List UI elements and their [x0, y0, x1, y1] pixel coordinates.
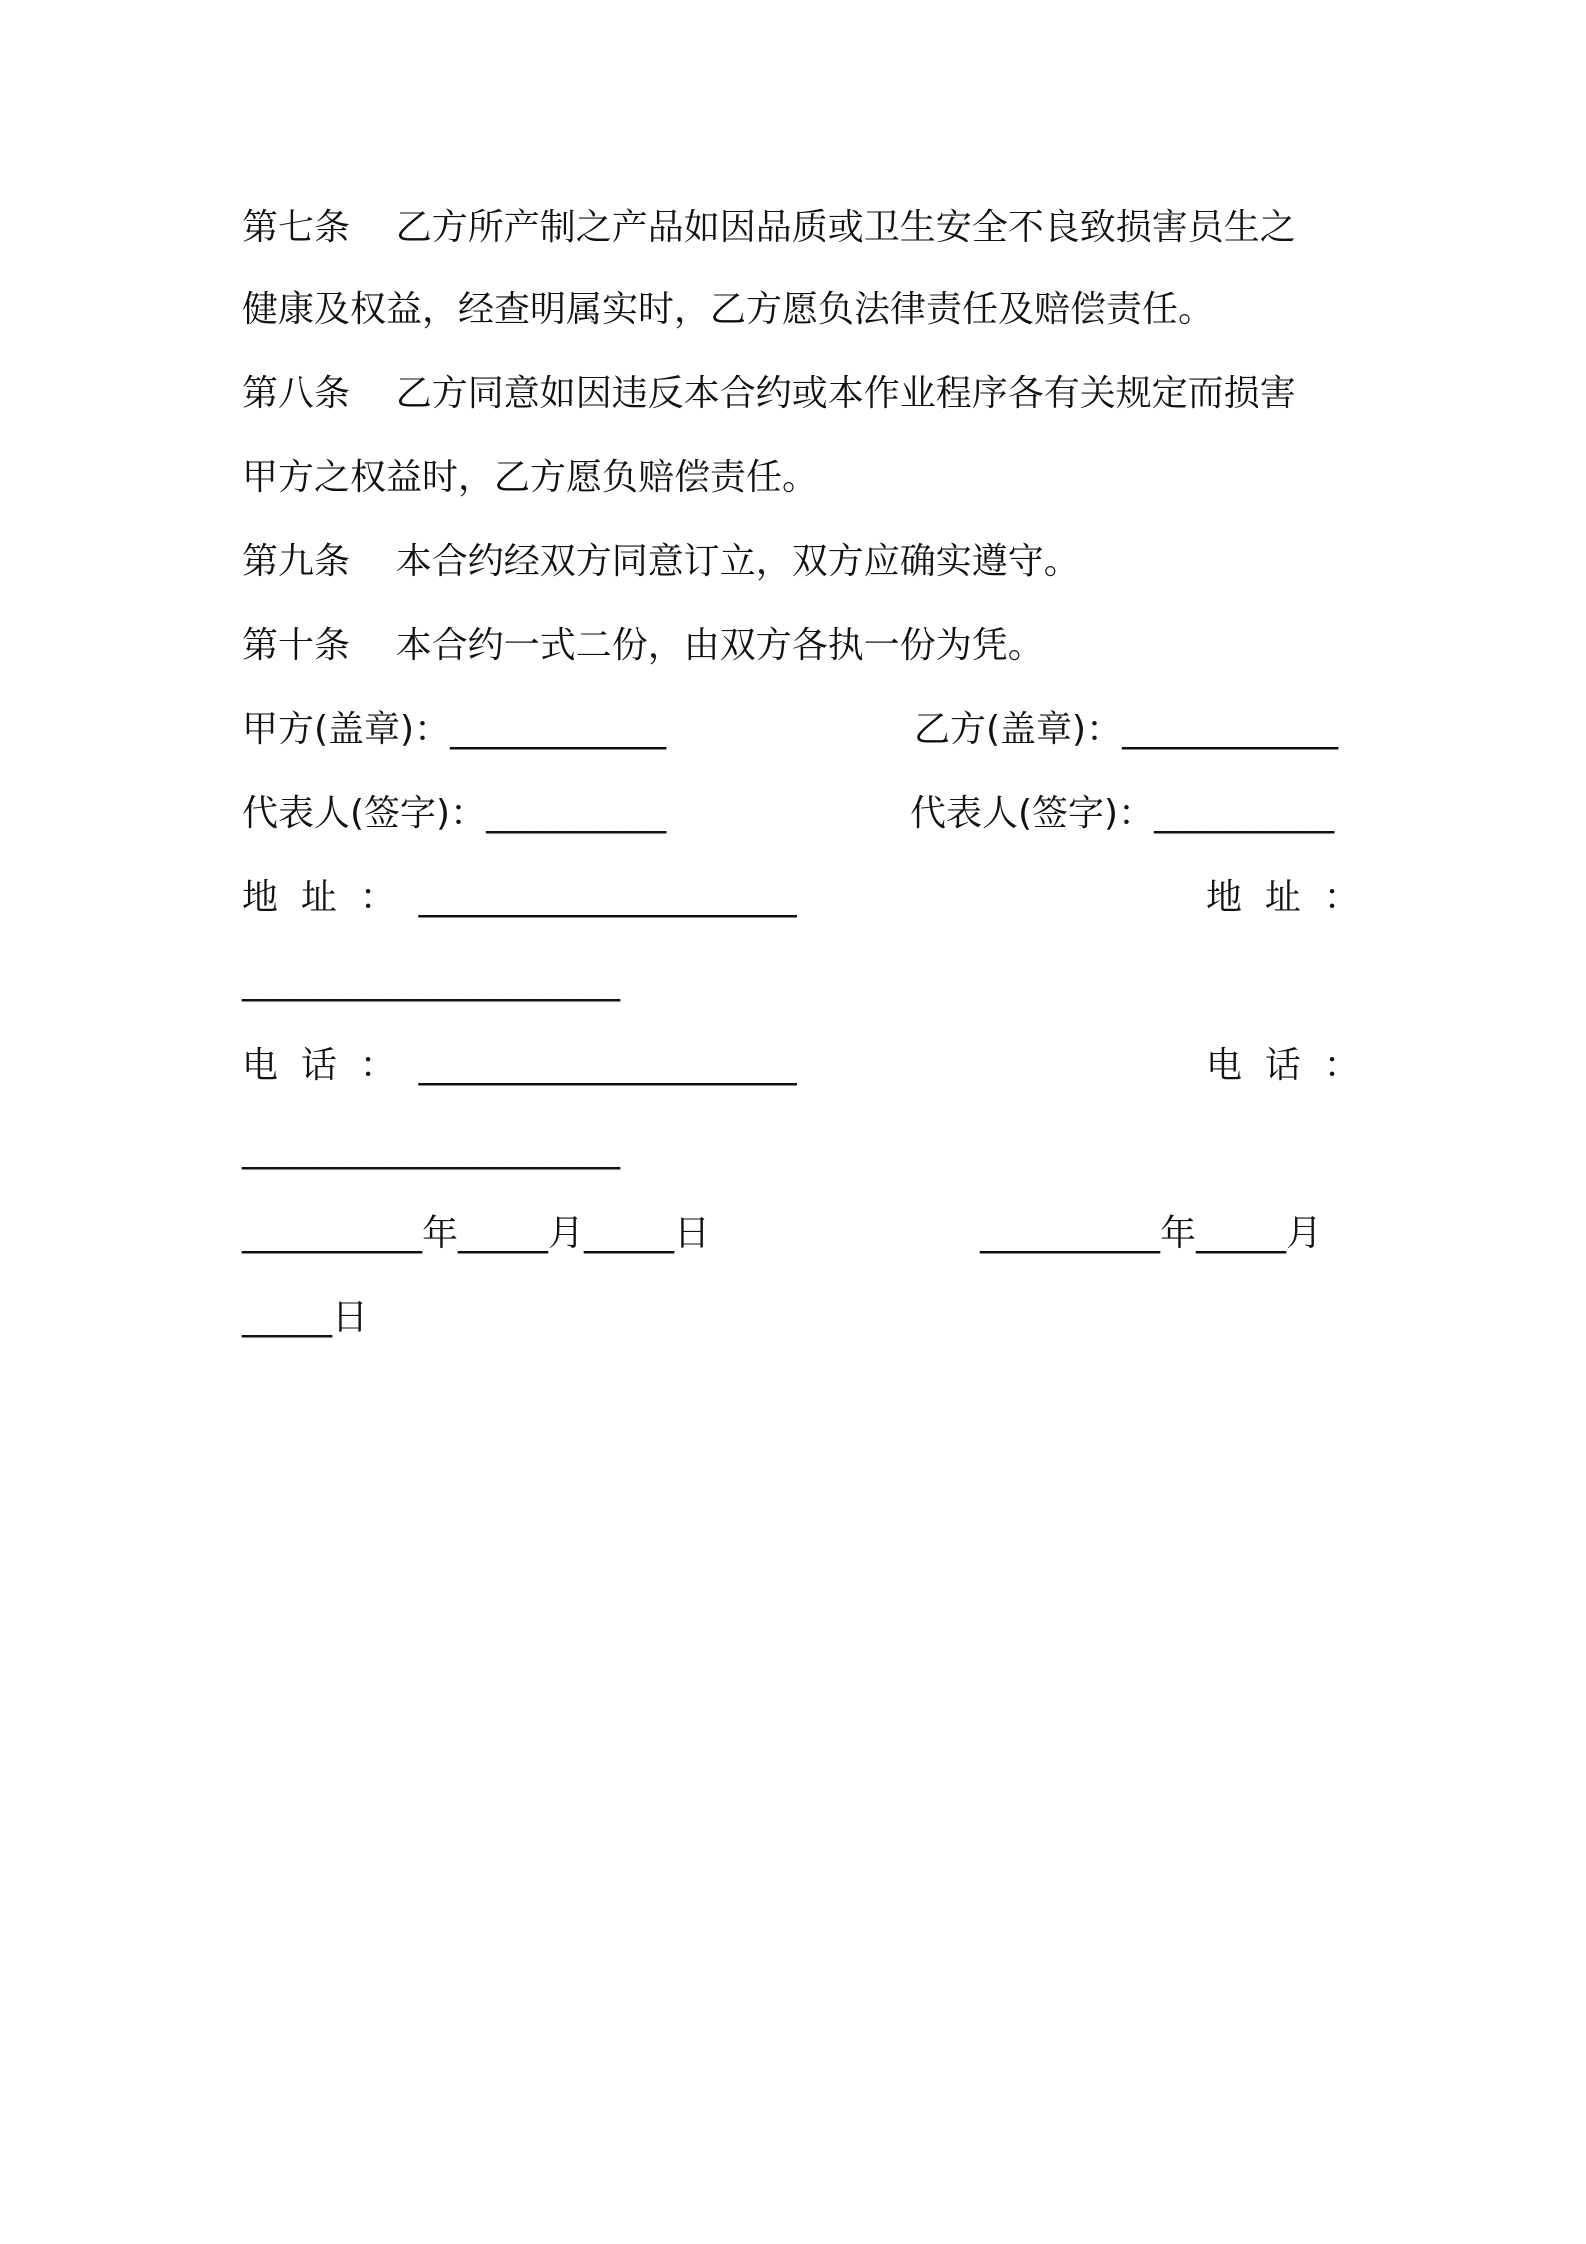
party-b-representative-field: 代表人(签字)：__________ [910, 793, 1335, 834]
article-7-line-2: 健康及权益，经查明属实时，乙方愿负法律责任及赔偿责任。 [242, 289, 1215, 330]
article-8-line-1: 第八条 乙方同意如因违反本合约或本作业程序各有关规定而损害 [242, 373, 1296, 414]
party-b-phone-blank: _____________________ [242, 1129, 620, 1170]
party-a-phone-field: 电 话 ： _____________________ [242, 1045, 797, 1086]
party-a-seal-field: 甲方(盖章)：____________ [242, 709, 667, 750]
party-b-date-day: _____日 [242, 1297, 369, 1338]
article-7-line-1: 第七条 乙方所产制之产品如因品质或卫生安全不良致损害员生之 [242, 207, 1296, 248]
article-9: 第九条 本合约经双方同意订立，双方应确实遵守。 [242, 541, 1080, 582]
party-b-address-label: 地 址 ： [1206, 877, 1360, 918]
party-b-date-field: __________年_____月 [980, 1213, 1322, 1254]
party-a-representative-field: 代表人(签字)：__________ [242, 793, 667, 834]
party-b-seal-field: 乙方(盖章)：____________ [914, 709, 1339, 750]
party-a-date-field: __________年_____月_____日 [242, 1213, 710, 1254]
party-b-phone-label: 电 话 ： [1206, 1045, 1360, 1086]
party-a-address-field: 地 址 ： _____________________ [242, 877, 797, 918]
article-8-line-2: 甲方之权益时，乙方愿负赔偿责任。 [242, 457, 819, 498]
party-b-address-blank: _____________________ [242, 961, 620, 1002]
article-10: 第十条 本合约一式二份，由双方各执一份为凭。 [242, 625, 1044, 666]
